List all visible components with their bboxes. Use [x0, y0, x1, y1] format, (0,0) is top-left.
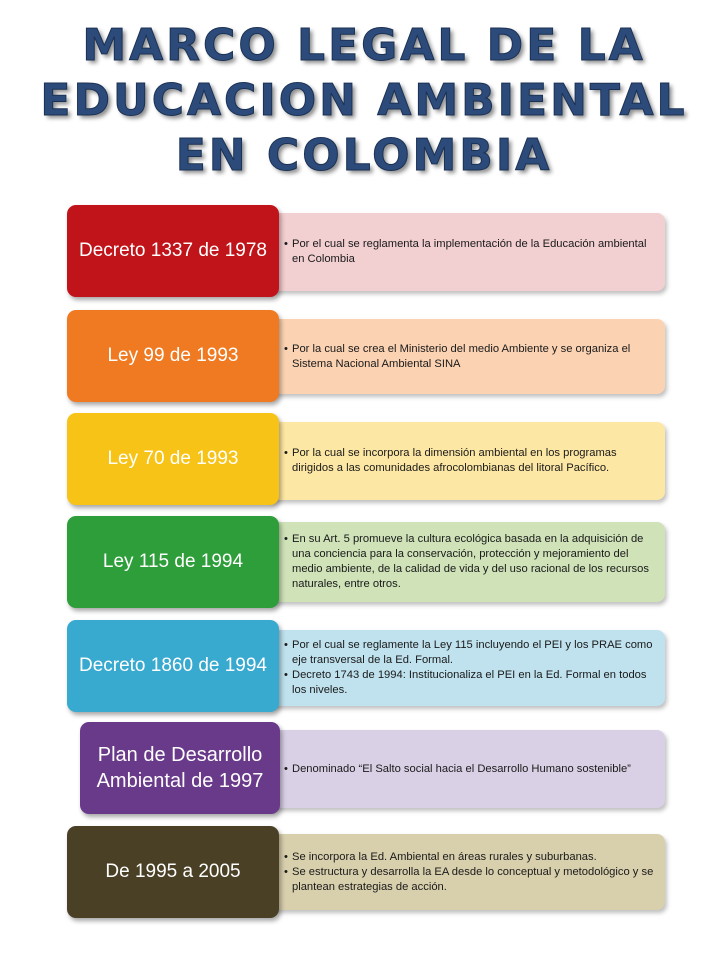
- detail-bullet: • Se incorpora la Ed. Ambiental en áreas rurales y suburbanas.: [284, 850, 657, 865]
- detail-bullet-list: [284, 342, 657, 372]
- timeline-detail-box: [262, 730, 665, 808]
- detail-bullet-list: [284, 638, 657, 698]
- detail-bullet-list: [284, 237, 657, 267]
- timeline-label: Ley 70 de 1993: [67, 413, 279, 505]
- timeline-label: Ley 115 de 1994: [67, 516, 279, 608]
- detail-bullet: • Por la cual se crea el Ministerio del medio Ambiente y se organiza el Sistema Nacional Ambiental SINA: [284, 342, 657, 372]
- timeline-row: [0, 413, 728, 509]
- timeline-row: [0, 205, 728, 301]
- timeline-row: [0, 310, 728, 406]
- detail-bullet-list: [284, 446, 657, 476]
- detail-bullet: • Por el cual se reglamenta la implementación de la Educación ambiental en Colombia: [284, 237, 657, 267]
- page-title: [0, 18, 728, 183]
- timeline-label: Decreto 1860 de 1994: [67, 620, 279, 712]
- timeline-detail-box: [262, 834, 665, 910]
- detail-bullet-list: [284, 762, 657, 777]
- detail-bullet: • En su Art. 5 promueve la cultura ecológica basada en la adquisición de una conciencia para la conservación, protección y mejoramiento del medio ambiente, de la calidad de vida y del uso racional de los recursos naturales, entre otros.: [284, 532, 657, 592]
- timeline-row: [0, 516, 728, 612]
- detail-bullet-list: [284, 532, 657, 592]
- timeline-detail-box: [262, 630, 665, 706]
- timeline-label: Plan de Desarrollo Ambiental de 1997: [80, 722, 280, 814]
- title-line-2: EDUCACION AMBIENTAL: [40, 75, 688, 126]
- timeline-label: Ley 99 de 1993: [67, 310, 279, 402]
- detail-bullet-list: [284, 850, 657, 895]
- timeline-row: [0, 722, 728, 818]
- timeline-row: [0, 826, 728, 922]
- timeline-label: Decreto 1337 de 1978: [67, 205, 279, 297]
- detail-bullet: • Por el cual se reglamente la Ley 115 incluyendo el PEI y los PRAE como eje transversal de la Ed. Formal.: [284, 638, 657, 668]
- title-line-1: MARCO LEGAL DE LA: [82, 20, 646, 71]
- detail-bullet: • Por la cual se incorpora la dimensión ambiental en los programas dirigidos a las comunidades afrocolombianas del litoral Pacífico.: [284, 446, 657, 476]
- timeline-detail-box: [262, 319, 665, 394]
- detail-bullet: • Se estructura y desarrolla la EA desde lo conceptual y metodológico y se plantean estrategias de acción.: [284, 865, 657, 895]
- timeline-detail-box: [262, 422, 665, 500]
- timeline-row: [0, 620, 728, 716]
- title-line-3: EN COLOMBIA: [175, 130, 553, 181]
- detail-bullet: • Decreto 1743 de 1994: Institucionaliza el PEI en la Ed. Formal en todos los niveles.: [284, 668, 657, 698]
- detail-bullet: • Denominado “El Salto social hacia el Desarrollo Humano sostenible”: [284, 762, 657, 777]
- timeline-label: De 1995 a 2005: [67, 826, 279, 918]
- timeline-detail-box: [262, 522, 665, 602]
- timeline-detail-box: [262, 213, 665, 291]
